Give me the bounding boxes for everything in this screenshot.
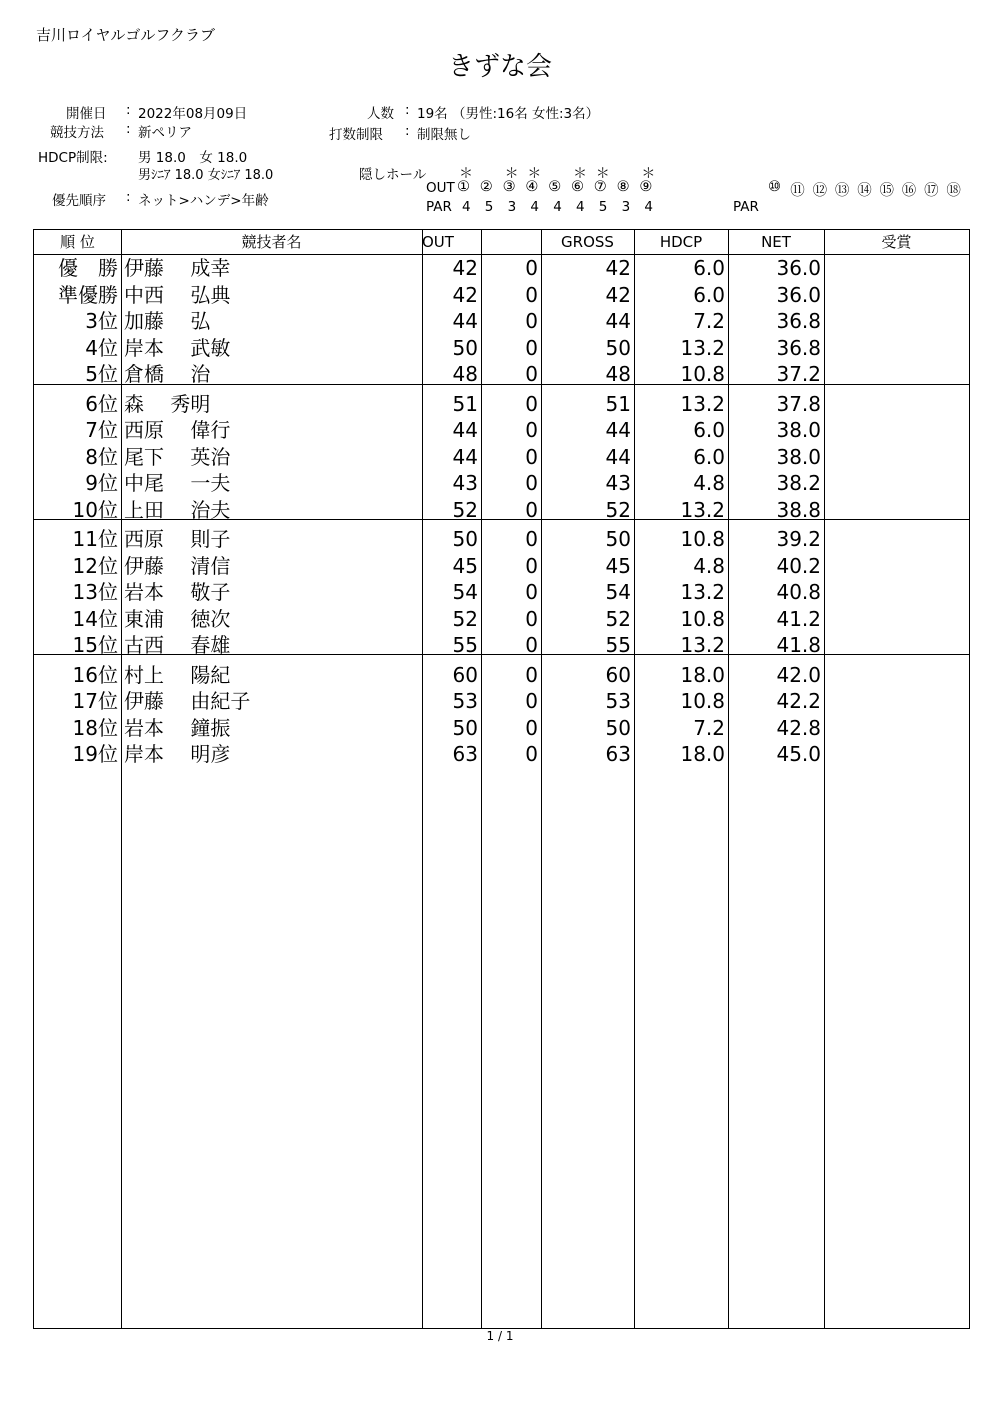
out-score-cell: 60: [452, 662, 478, 687]
separator: :: [126, 102, 131, 118]
net-cell: 38.0: [776, 418, 821, 442]
separator: :: [126, 189, 131, 205]
in-score-cell: 0: [525, 715, 538, 740]
player-name-cell: 尾下 英治: [124, 444, 231, 469]
gross-cell: 60: [605, 662, 631, 687]
table-row: [34, 553, 969, 579]
hdcp-cell: 6.0: [693, 418, 725, 442]
rank-cell: 9位: [85, 471, 118, 495]
player-name-cell: 伊藤 由紀子: [124, 689, 251, 713]
hole-par: 4: [553, 199, 562, 215]
gross-cell: 44: [605, 418, 631, 442]
in-score-cell: 0: [525, 362, 538, 386]
player-name-cell: 中西 弘典: [124, 282, 231, 307]
player-name-cell: 森 秀明: [124, 391, 211, 416]
in-score-cell: 0: [525, 282, 538, 307]
table-row: [34, 497, 969, 523]
hidden-hole-mark: ＊: [595, 166, 610, 182]
rank-cell: 12位: [72, 553, 118, 578]
date-label: 開催日: [66, 106, 107, 122]
players-value: 19名 （男性:16名 女性:3名）: [417, 106, 600, 122]
gross-cell: 48: [605, 362, 631, 386]
table-row: [34, 688, 969, 714]
priority-label: 優先順序: [52, 193, 106, 209]
hidden-hole-mark: ＊: [527, 166, 542, 182]
gross-cell: 50: [605, 335, 631, 360]
net-cell: 42.8: [776, 715, 821, 740]
hole-par: 5: [484, 199, 494, 215]
in-score-cell: 0: [525, 418, 538, 442]
header-hdcp: HDCP: [659, 233, 703, 251]
hole-par: 4: [576, 199, 585, 215]
hole-par: 3: [507, 199, 517, 215]
rank-cell: 優 勝: [58, 256, 118, 280]
hole-number: ④: [525, 179, 538, 195]
out-score-cell: 45: [452, 553, 478, 578]
in-score-cell: 0: [525, 309, 538, 333]
out-score-cell: 42: [452, 282, 478, 307]
gross-cell: 51: [605, 391, 631, 416]
gross-cell: 54: [605, 580, 631, 604]
table-row: [34, 417, 969, 443]
page-indicator: 1 / 1: [486, 1329, 514, 1343]
hdcp-senior-limit-value: 男ｼﾆｱ 18.0 女ｼﾆｱ 18.0: [138, 168, 274, 183]
hole-number: ⑮: [879, 183, 894, 199]
net-cell: 38.8: [776, 497, 821, 522]
gross-cell: 42: [605, 282, 631, 307]
rank-cell: 16位: [72, 662, 118, 687]
hole-number: ⑦: [593, 179, 607, 195]
hole-par: 4: [644, 199, 653, 215]
player-name-cell: 加藤 弘: [124, 309, 211, 333]
hole-number: ⑩: [768, 179, 781, 195]
net-cell: 39.2: [776, 527, 821, 551]
rank-cell: 13位: [72, 580, 118, 604]
hole-number: ⑫: [812, 183, 827, 199]
rank-cell: 7位: [85, 418, 118, 442]
hidden-hole-label: 隠しホール: [359, 167, 427, 183]
net-cell: 41.8: [776, 633, 821, 657]
header-in: [481, 230, 541, 254]
method-value: 新ペリア: [138, 125, 192, 141]
hole-number: ①: [457, 179, 470, 195]
club-name: 吉川ロイヤルゴルフクラブ: [36, 26, 215, 44]
table-row: [34, 662, 969, 688]
hdcp-cell: 4.8: [693, 553, 725, 578]
out-score-cell: 48: [452, 362, 478, 386]
hole-number: ⑤: [548, 179, 561, 195]
net-cell: 38.0: [776, 444, 821, 469]
hdcp-cell: 13.2: [680, 391, 725, 416]
player-name-cell: 村上 陽紀: [124, 662, 231, 687]
out-score-cell: 42: [452, 256, 478, 280]
out-score-cell: 53: [452, 689, 478, 713]
header-net: NET: [761, 233, 791, 251]
hole-number: ⑧: [616, 179, 630, 195]
hole-par: 5: [598, 199, 608, 215]
hdcp-cell: 7.2: [693, 715, 725, 740]
out-score-cell: 50: [452, 335, 478, 360]
player-name-cell: 伊藤 清信: [124, 553, 231, 578]
gross-cell: 55: [605, 633, 631, 657]
out-score-cell: 44: [452, 418, 478, 442]
player-name-cell: 岸本 明彦: [124, 742, 231, 766]
rank-cell: 19位: [72, 742, 118, 766]
gross-cell: 44: [605, 309, 631, 333]
date-value: 2022年08月09日: [138, 106, 248, 122]
hidden-hole-mark: ＊: [459, 166, 473, 182]
header-out: OUT: [422, 233, 454, 251]
in-score-cell: 0: [525, 256, 538, 280]
net-cell: 40.8: [776, 580, 821, 604]
player-name-cell: 中尾 一夫: [124, 471, 231, 495]
hdcp-cell: 10.8: [680, 606, 725, 631]
hole-par: 4: [462, 199, 471, 215]
out-score-cell: 50: [452, 715, 478, 740]
rank-cell: 6位: [85, 391, 118, 416]
player-name-cell: 上田 治夫: [124, 497, 231, 522]
out-score-cell: 55: [452, 633, 478, 657]
player-name-cell: 伊藤 成幸: [124, 256, 231, 280]
table-row: [34, 361, 969, 387]
hole-number: ⑥: [571, 179, 584, 195]
hdcp-cell: 13.2: [680, 580, 725, 604]
in-score-cell: 0: [525, 606, 538, 631]
gross-cell: 45: [605, 553, 631, 578]
out-label: OUT: [426, 180, 455, 196]
gross-cell: 42: [605, 256, 631, 280]
hdcp-cell: 10.8: [680, 527, 725, 551]
hole-number: ⑯: [901, 183, 916, 199]
out-score-cell: 43: [452, 471, 478, 495]
table-row: [34, 282, 969, 308]
out-score-cell: 52: [452, 497, 478, 522]
separator: :: [405, 102, 410, 118]
hole-par: 3: [621, 199, 631, 215]
rank-cell: 5位: [85, 362, 118, 386]
results-table: [33, 229, 970, 1329]
gross-cell: 44: [605, 444, 631, 469]
hdcp-cell: 4.8: [693, 471, 725, 495]
event-title: きずな会: [447, 52, 552, 82]
hidden-hole-mark: ＊: [573, 166, 587, 182]
gross-cell: 63: [605, 742, 631, 766]
table-row: [34, 255, 969, 281]
header-rank: 順 位: [60, 233, 95, 251]
player-name-cell: 東浦 徳次: [124, 606, 231, 631]
hdcp-cell: 6.0: [693, 256, 725, 280]
method-label: 競技方法: [50, 125, 104, 141]
in-score-cell: 0: [525, 471, 538, 495]
hole-number: ②: [479, 179, 493, 195]
gross-cell: 52: [605, 497, 631, 522]
par-label-out: PAR: [426, 199, 452, 215]
header-name: 競技者名: [241, 233, 302, 251]
hidden-hole-mark: ＊: [504, 166, 519, 182]
stroke-limit-value: 制限無し: [417, 127, 471, 143]
hdcp-cell: 13.2: [680, 335, 725, 360]
out-score-cell: 50: [452, 527, 478, 551]
in-score-cell: 0: [525, 633, 538, 657]
hdcp-cell: 13.2: [680, 497, 725, 522]
rank-cell: 4位: [85, 335, 118, 360]
hdcp-cell: 18.0: [680, 662, 725, 687]
hdcp-cell: 7.2: [693, 309, 725, 333]
hdcp-limit-label: HDCP制限:: [38, 150, 108, 166]
net-cell: 42.0: [776, 662, 821, 687]
rank-cell: 18位: [72, 715, 118, 740]
out-score-cell: 63: [452, 742, 478, 766]
net-cell: 42.2: [776, 689, 821, 713]
player-name-cell: 岩本 鐘振: [124, 715, 231, 740]
in-score-cell: 0: [525, 391, 538, 416]
player-name-cell: 岩本 敬子: [124, 580, 231, 604]
hdcp-limit-value: 男 18.0 女 18.0: [138, 150, 248, 166]
table-row: [34, 715, 969, 741]
in-score-cell: 0: [525, 580, 538, 604]
net-cell: 37.2: [776, 362, 821, 386]
gross-cell: 50: [605, 715, 631, 740]
in-score-cell: 0: [525, 553, 538, 578]
net-cell: 36.8: [776, 309, 821, 333]
gross-cell: 53: [605, 689, 631, 713]
out-score-cell: 51: [452, 391, 478, 416]
out-score-cell: 52: [452, 606, 478, 631]
hole-number: ⑱: [946, 183, 961, 199]
table-row: [34, 308, 969, 334]
hdcp-cell: 13.2: [680, 633, 725, 657]
rank-cell: 14位: [72, 606, 118, 631]
hole-number: ⑭: [857, 183, 872, 199]
hole-number: ⑨: [639, 179, 652, 195]
in-score-cell: 0: [525, 742, 538, 766]
rank-cell: 11位: [72, 527, 118, 551]
rank-cell: 8位: [85, 444, 118, 469]
hidden-hole-mark: ＊: [641, 166, 656, 182]
in-score-cell: 0: [525, 662, 538, 687]
net-cell: 36.0: [776, 256, 821, 280]
table-row: [34, 391, 969, 417]
net-cell: 37.8: [776, 391, 821, 416]
player-name-cell: 岸本 武敏: [124, 335, 231, 360]
rank-cell: 15位: [72, 633, 118, 657]
table-row: [34, 526, 969, 552]
table-row: [34, 579, 969, 605]
rank-cell: 17位: [72, 689, 118, 713]
player-name-cell: 西原 偉行: [124, 418, 231, 442]
rank-cell: 3位: [85, 309, 118, 333]
par-label-in: PAR: [733, 199, 759, 215]
net-cell: 36.8: [776, 335, 821, 360]
player-name-cell: 古西 春雄: [124, 633, 231, 657]
separator: :: [405, 123, 410, 139]
hdcp-cell: 6.0: [693, 282, 725, 307]
net-cell: 41.2: [776, 606, 821, 631]
hole-number: ⑰: [924, 183, 939, 199]
header-award: 受賞: [881, 233, 912, 251]
gross-cell: 52: [605, 606, 631, 631]
table-row: [34, 741, 969, 767]
gross-cell: 43: [605, 471, 631, 495]
hole-number: ⑬: [834, 183, 849, 199]
in-score-cell: 0: [525, 689, 538, 713]
hdcp-cell: 6.0: [693, 444, 725, 469]
stroke-limit-label: 打数制限: [329, 127, 383, 143]
net-cell: 40.2: [776, 553, 821, 578]
in-score-cell: 0: [525, 335, 538, 360]
in-score-cell: 0: [525, 527, 538, 551]
net-cell: 38.2: [776, 471, 821, 495]
out-score-cell: 44: [452, 444, 478, 469]
hdcp-cell: 18.0: [680, 742, 725, 766]
hdcp-cell: 10.8: [680, 362, 725, 386]
hole-par: 4: [530, 199, 539, 215]
table-row: [34, 606, 969, 632]
rank-cell: 10位: [72, 497, 118, 522]
gross-cell: 50: [605, 527, 631, 551]
players-label: 人数: [367, 106, 394, 122]
separator: :: [126, 121, 131, 137]
hole-number: ③: [502, 179, 516, 195]
out-score-cell: 44: [452, 309, 478, 333]
header-gross: GROSS: [561, 233, 614, 251]
hole-number: ⑪: [790, 183, 805, 199]
player-name-cell: 西原 則子: [124, 527, 231, 551]
in-score-cell: 0: [525, 497, 538, 522]
table-row: [34, 632, 969, 658]
in-score-cell: 0: [525, 444, 538, 469]
rank-cell: 準優勝: [58, 282, 118, 307]
table-row: [34, 444, 969, 470]
table-row: [34, 335, 969, 361]
table-row: [34, 470, 969, 496]
out-score-cell: 54: [452, 580, 478, 604]
priority-value: ネット>ハンデ>年齢: [138, 193, 269, 209]
net-cell: 45.0: [776, 742, 821, 766]
player-name-cell: 倉橋 治: [124, 362, 211, 386]
hdcp-cell: 10.8: [680, 689, 725, 713]
net-cell: 36.0: [776, 282, 821, 307]
